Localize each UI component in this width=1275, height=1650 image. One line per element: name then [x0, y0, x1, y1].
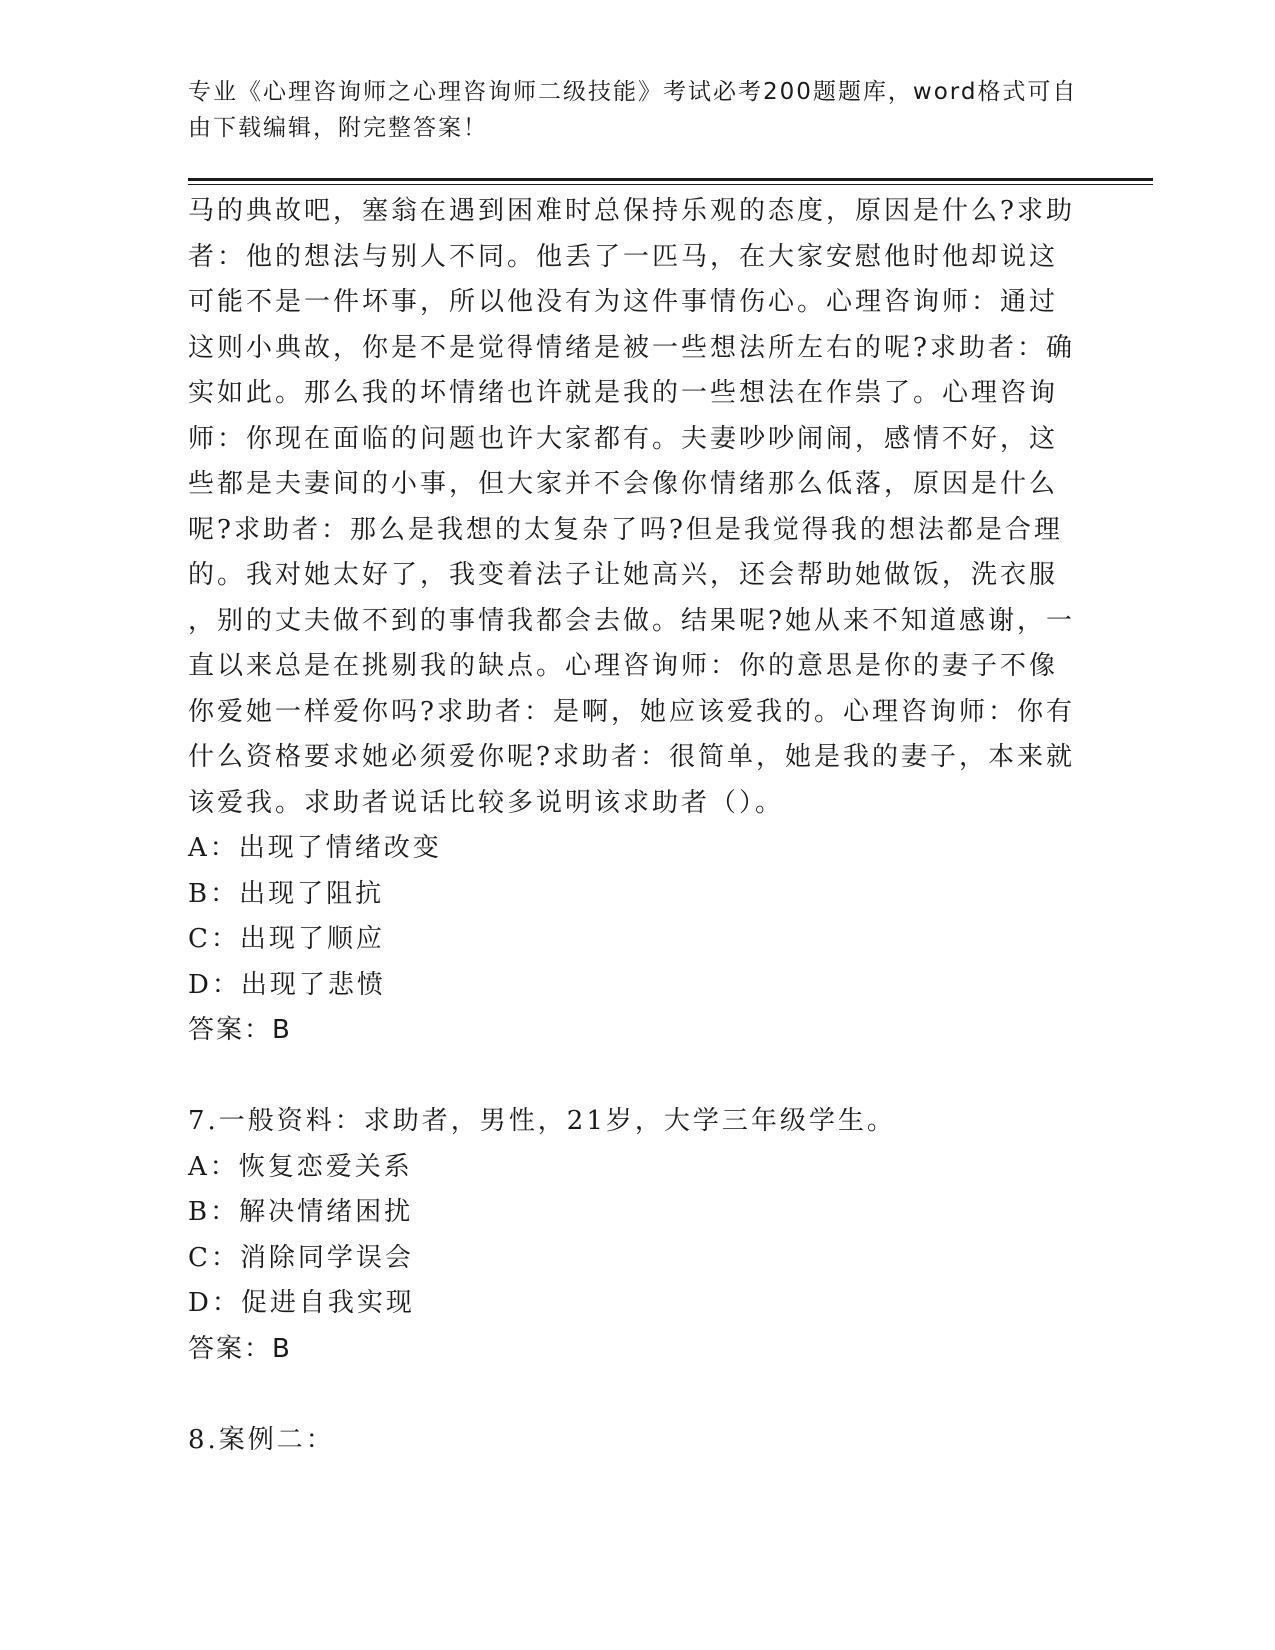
question-8-stem: 8.案例二：: [188, 1424, 335, 1455]
stem-line: 这则小典故，你是不是觉得情绪是被一些想法所左右的呢?求助者：确: [188, 332, 1075, 363]
document-header: [188, 74, 1088, 146]
stem-line: 马的典故吧，塞翁在遇到困难时总保持乐观的态度，原因是什么?求助: [188, 196, 1075, 226]
header-rule-thick: [188, 178, 1153, 181]
stem-line: 直以来总是在挑剔我的缺点。心理咨询师：你的意思是你的妻子不像: [188, 651, 1059, 681]
question-6-option-b: B：出现了阻抗: [188, 878, 385, 909]
spacer: [188, 1054, 1088, 1100]
stem-line: 什么资格要求她必须爱你呢?求助者：很简单，她是我的妻子，本来就: [188, 742, 1075, 772]
stem-line: 可能不是一件坏事，所以他没有为这件事情伤心。心理咨询师：通过: [188, 287, 1059, 317]
stem-line: 的。我对她太好了，我变着法子让她高兴，还会帮助她做饭，洗衣服: [188, 560, 1059, 590]
question-6-option-d: D：出现了悲愤: [188, 969, 386, 1000]
question-7-option-b: B：解决情绪困扰: [188, 1197, 414, 1227]
question-6-option-c: C：出现了顺应: [188, 924, 385, 954]
header-line-2: 由下载编辑，附完整答案！: [188, 115, 488, 141]
stem-line: 该爱我。求助者说话比较多说明该求助者（）。: [188, 787, 785, 818]
header-rule-thin: [188, 184, 1153, 185]
question-7-option-d: D：促进自我实现: [188, 1288, 415, 1318]
question-7-answer: 答案：B: [188, 1333, 292, 1364]
stem-line: 你爱她一样爱你吗?求助者：是啊，她应该爱我的。心理咨询师：你有: [188, 696, 1075, 727]
document-body: [188, 189, 1088, 1463]
stem-line: 者：他的想法与别人不同。他丢了一匹马，在大家安慰他时他却说这: [188, 241, 1059, 272]
question-7-option-c: C：消除同学误会: [188, 1242, 414, 1273]
stem-line: ，别的丈夫做不到的事情我都会去做。结果呢?她从来不知道感谢，一: [188, 605, 1075, 636]
header-line-1: 专业《心理咨询师之心理咨询师二级技能》考试必考200题题库，word格式可自: [188, 79, 1078, 105]
stem-line: 师：你现在面临的问题也许大家都有。夫妻吵吵闹闹，感情不好，这: [188, 423, 1059, 454]
question-6-stem: [188, 189, 1088, 826]
spacer: [188, 1372, 1088, 1418]
question-6-answer: 答案：B: [188, 1015, 292, 1045]
question-6-option-a: A：出现了情绪改变: [188, 833, 442, 863]
question-7-option-a: A：恢复恋爱关系: [188, 1151, 413, 1182]
question-7-stem: 7.一般资料：求助者，男性，21岁，大学三年级学生。: [188, 1106, 896, 1136]
stem-line: 实如此。那么我的坏情绪也许就是我的一些想法在作祟了。心理咨询: [188, 378, 1059, 408]
stem-line: 些都是夫妻间的小事，但大家并不会像你情绪那么低落，原因是什么: [188, 469, 1059, 499]
stem-line: 呢?求助者：那么是我想的太复杂了吗?但是我觉得我的想法都是合理: [188, 514, 1063, 545]
